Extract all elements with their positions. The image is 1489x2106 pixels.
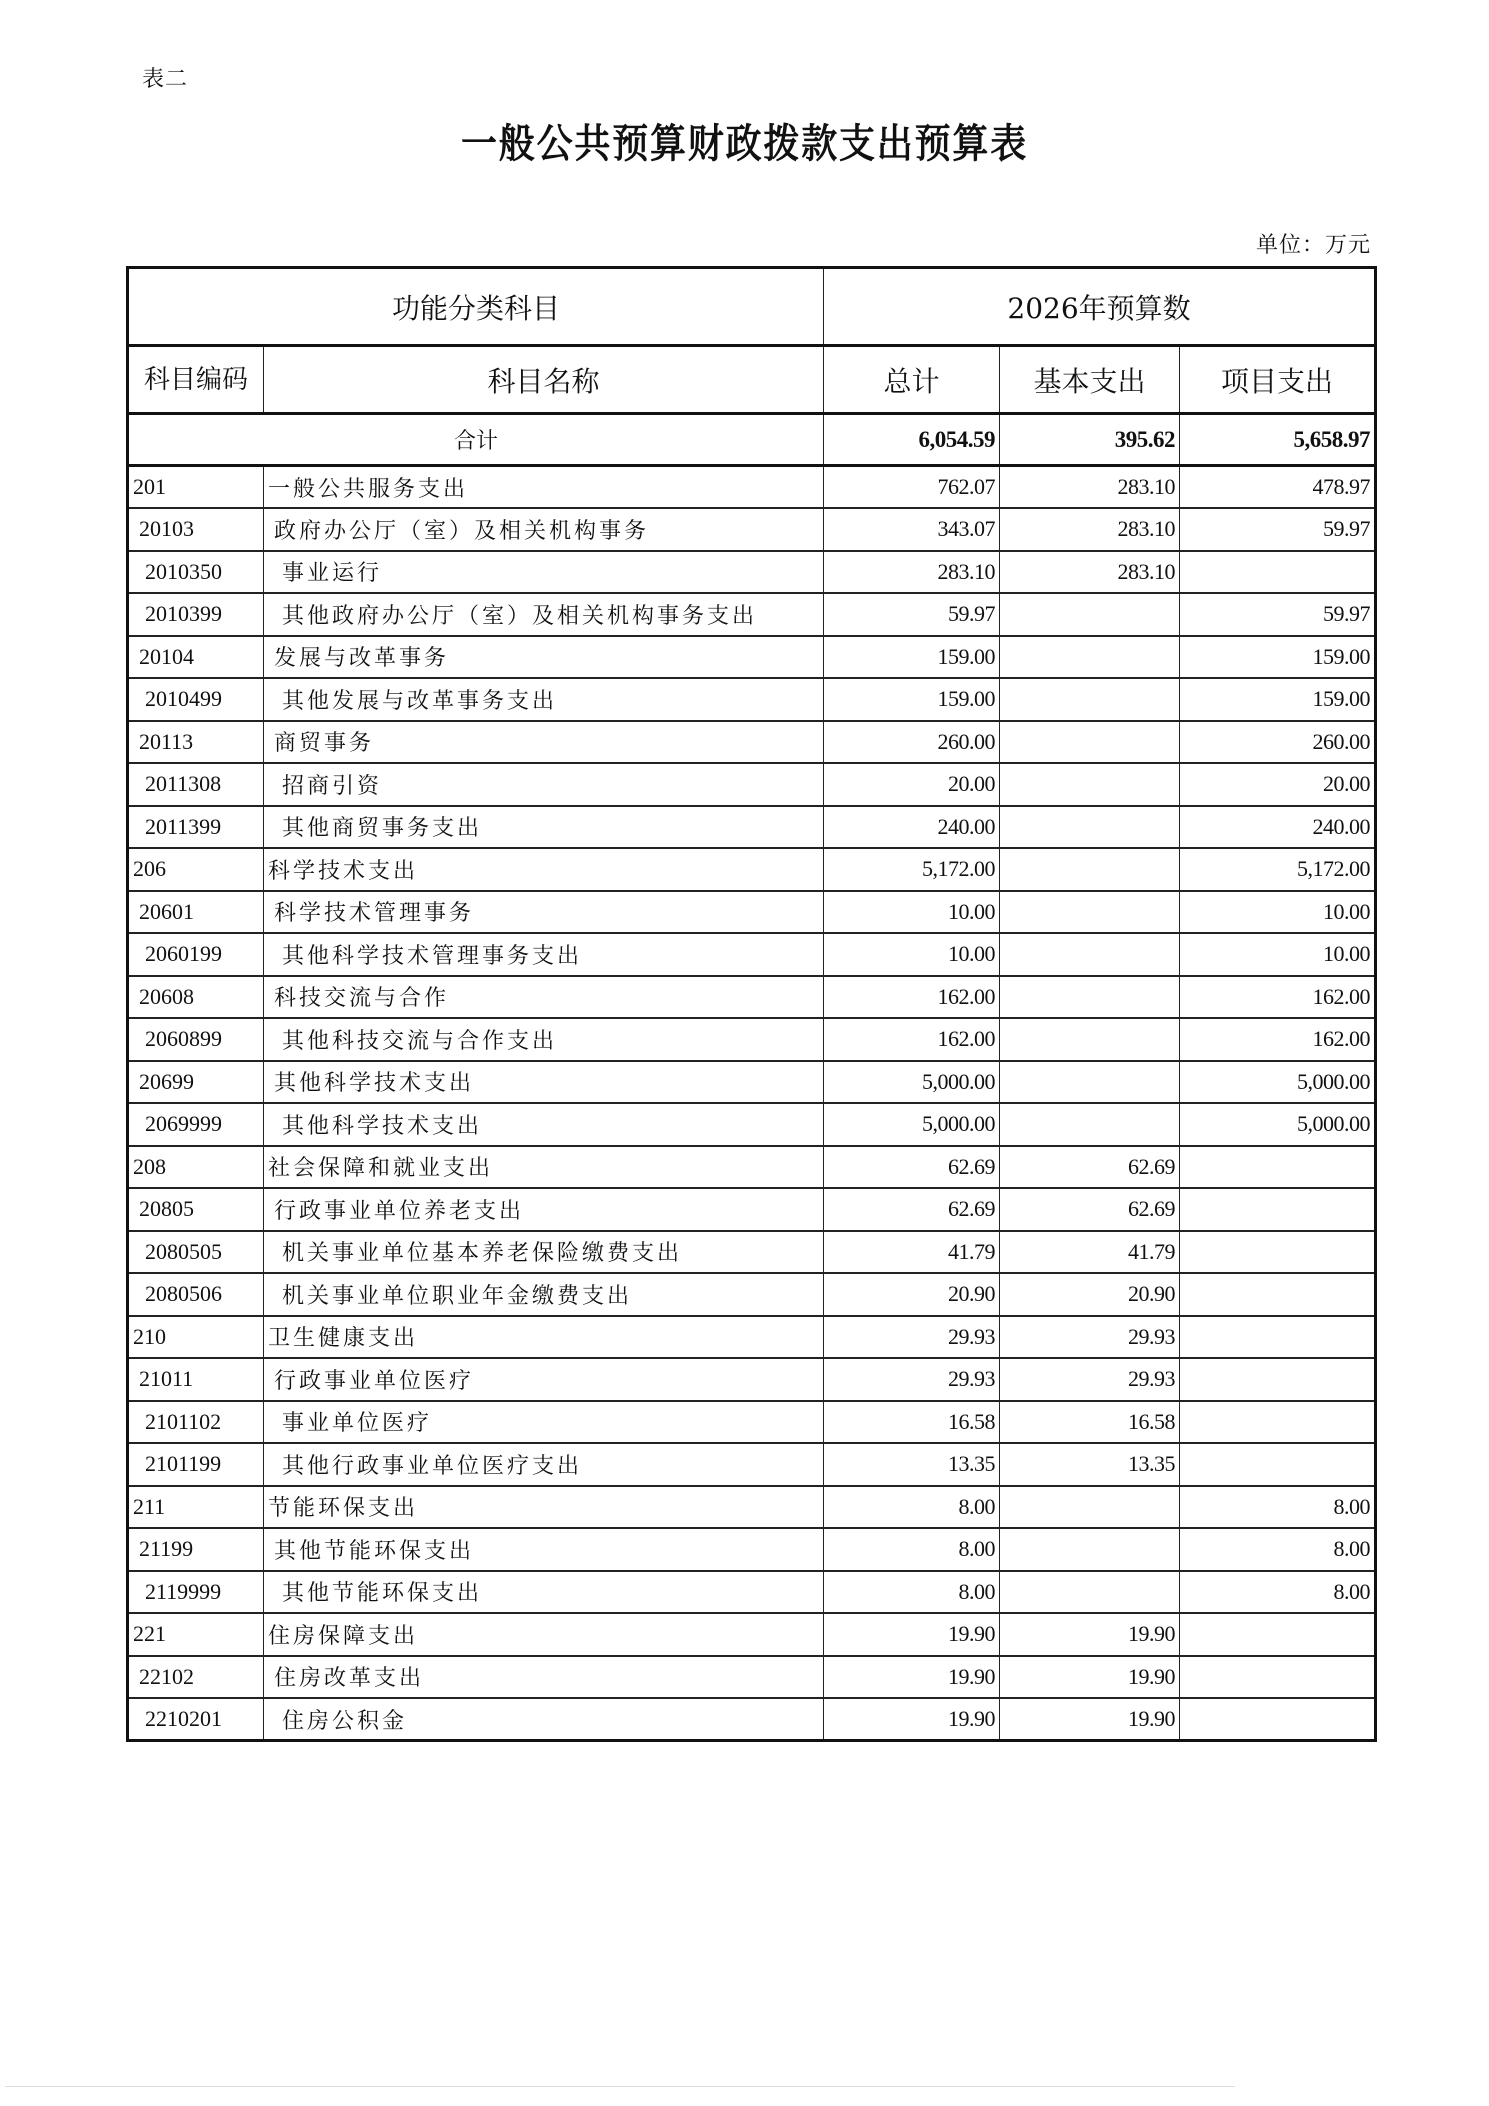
row-basic	[1000, 636, 1180, 679]
row-code: 2060899	[128, 1018, 264, 1061]
table-row	[128, 466, 1376, 509]
row-name: 住房保障支出	[264, 1613, 824, 1656]
row-code: 2010499	[128, 678, 264, 721]
row-project: 10.00	[1180, 933, 1376, 976]
row-project: 162.00	[1180, 976, 1376, 1019]
row-name: 其他节能环保支出	[264, 1571, 824, 1614]
row-total: 5,172.00	[824, 848, 1000, 891]
row-code: 2210201	[128, 1698, 264, 1741]
row-project: 8.00	[1180, 1486, 1376, 1529]
row-project	[1180, 1698, 1376, 1741]
header-basic: 基本支出	[1000, 346, 1180, 414]
row-basic: 29.93	[1000, 1358, 1180, 1401]
row-name: 事业单位医疗	[264, 1401, 824, 1444]
table-row	[128, 678, 1376, 721]
group-header-row	[128, 268, 1376, 346]
table-row	[128, 1188, 1376, 1231]
row-total: 19.90	[824, 1698, 1000, 1741]
row-project	[1180, 1401, 1376, 1444]
header-code: 科目编码	[128, 346, 264, 414]
row-name: 其他发展与改革事务支出	[264, 678, 824, 721]
row-basic: 29.93	[1000, 1316, 1180, 1359]
row-name: 机关事业单位职业年金缴费支出	[264, 1273, 824, 1316]
row-total: 16.58	[824, 1401, 1000, 1444]
row-basic: 13.35	[1000, 1443, 1180, 1486]
row-code: 2101199	[128, 1443, 264, 1486]
row-name: 一般公共服务支出	[264, 466, 824, 509]
table-row	[128, 1061, 1376, 1104]
row-total: 19.90	[824, 1656, 1000, 1699]
row-project: 162.00	[1180, 1018, 1376, 1061]
row-project: 159.00	[1180, 678, 1376, 721]
row-basic: 62.69	[1000, 1146, 1180, 1189]
row-code: 2010350	[128, 551, 264, 594]
table-row	[128, 933, 1376, 976]
row-basic	[1000, 1528, 1180, 1571]
row-name: 住房公积金	[264, 1698, 824, 1741]
table-row	[128, 1316, 1376, 1359]
row-basic	[1000, 1061, 1180, 1104]
row-total: 62.69	[824, 1188, 1000, 1231]
table-row	[128, 636, 1376, 679]
row-project	[1180, 1613, 1376, 1656]
row-code: 20113	[128, 721, 264, 764]
table-row	[128, 1231, 1376, 1274]
header-budget-year: 2026年预算数	[824, 268, 1376, 346]
row-project: 478.97	[1180, 466, 1376, 509]
row-project: 8.00	[1180, 1528, 1376, 1571]
row-name: 社会保障和就业支出	[264, 1146, 824, 1189]
table-row	[128, 976, 1376, 1019]
row-basic	[1000, 593, 1180, 636]
row-basic: 16.58	[1000, 1401, 1180, 1444]
row-code: 20805	[128, 1188, 264, 1231]
scan-edge-line	[5, 2086, 1235, 2087]
row-project	[1180, 1273, 1376, 1316]
row-basic	[1000, 721, 1180, 764]
row-code: 20104	[128, 636, 264, 679]
row-code: 206	[128, 848, 264, 891]
row-code: 208	[128, 1146, 264, 1189]
row-project	[1180, 1188, 1376, 1231]
row-name: 节能环保支出	[264, 1486, 824, 1529]
row-basic: 19.90	[1000, 1613, 1180, 1656]
table-row	[128, 1571, 1376, 1614]
header-name: 科目名称	[264, 346, 824, 414]
row-total: 159.00	[824, 678, 1000, 721]
row-basic: 19.90	[1000, 1656, 1180, 1699]
row-basic	[1000, 933, 1180, 976]
row-project	[1180, 1656, 1376, 1699]
row-project: 20.00	[1180, 763, 1376, 806]
row-project: 5,000.00	[1180, 1103, 1376, 1146]
table-row	[128, 1103, 1376, 1146]
row-basic: 19.90	[1000, 1698, 1180, 1741]
row-total: 41.79	[824, 1231, 1000, 1274]
header-project: 项目支出	[1180, 346, 1376, 414]
row-code: 2011399	[128, 806, 264, 849]
row-code: 20103	[128, 508, 264, 551]
row-code: 2080506	[128, 1273, 264, 1316]
row-name: 卫生健康支出	[264, 1316, 824, 1359]
row-project: 59.97	[1180, 593, 1376, 636]
row-basic: 62.69	[1000, 1188, 1180, 1231]
row-name: 事业运行	[264, 551, 824, 594]
row-code: 201	[128, 466, 264, 509]
row-project: 260.00	[1180, 721, 1376, 764]
row-total: 8.00	[824, 1571, 1000, 1614]
row-name: 其他科学技术支出	[264, 1103, 824, 1146]
table-row	[128, 721, 1376, 764]
row-basic	[1000, 848, 1180, 891]
row-project: 8.00	[1180, 1571, 1376, 1614]
table-number-label: 表二	[142, 67, 189, 92]
row-total: 5,000.00	[824, 1103, 1000, 1146]
row-basic	[1000, 806, 1180, 849]
row-name: 其他节能环保支出	[264, 1528, 824, 1571]
table-row	[128, 1401, 1376, 1444]
row-basic	[1000, 1486, 1180, 1529]
row-name: 科技交流与合作	[264, 976, 824, 1019]
row-total: 29.93	[824, 1358, 1000, 1401]
row-total: 762.07	[824, 466, 1000, 509]
row-code: 2119999	[128, 1571, 264, 1614]
row-name: 行政事业单位医疗	[264, 1358, 824, 1401]
budget-table	[126, 266, 1377, 1742]
row-project: 5,000.00	[1180, 1061, 1376, 1104]
header-function-category: 功能分类科目	[128, 268, 824, 346]
table-row	[128, 1358, 1376, 1401]
row-code: 2069999	[128, 1103, 264, 1146]
table-row	[128, 1273, 1376, 1316]
row-project	[1180, 1146, 1376, 1189]
row-basic	[1000, 1571, 1180, 1614]
row-basic	[1000, 891, 1180, 934]
row-total: 59.97	[824, 593, 1000, 636]
table-row	[128, 763, 1376, 806]
table-row	[128, 1486, 1376, 1529]
row-name: 招商引资	[264, 763, 824, 806]
row-basic	[1000, 1103, 1180, 1146]
row-name: 商贸事务	[264, 721, 824, 764]
row-code: 21011	[128, 1358, 264, 1401]
row-total: 260.00	[824, 721, 1000, 764]
table-row	[128, 806, 1376, 849]
row-project	[1180, 1443, 1376, 1486]
row-total: 159.00	[824, 636, 1000, 679]
row-name: 其他科技交流与合作支出	[264, 1018, 824, 1061]
column-header-row	[128, 346, 1376, 414]
row-project	[1180, 1231, 1376, 1274]
row-code: 20601	[128, 891, 264, 934]
row-total: 29.93	[824, 1316, 1000, 1359]
row-code: 2101102	[128, 1401, 264, 1444]
row-project: 59.97	[1180, 508, 1376, 551]
row-code: 221	[128, 1613, 264, 1656]
table-row	[128, 1613, 1376, 1656]
row-basic	[1000, 976, 1180, 1019]
row-total: 343.07	[824, 508, 1000, 551]
table-row	[128, 1018, 1376, 1061]
row-total: 62.69	[824, 1146, 1000, 1189]
row-code: 210	[128, 1316, 264, 1359]
total-basic: 395.62	[1000, 414, 1180, 466]
total-project: 5,658.97	[1180, 414, 1376, 466]
row-total: 8.00	[824, 1486, 1000, 1529]
row-total: 20.90	[824, 1273, 1000, 1316]
row-total: 283.10	[824, 551, 1000, 594]
total-total: 6,054.59	[824, 414, 1000, 466]
row-code: 211	[128, 1486, 264, 1529]
row-name: 机关事业单位基本养老保险缴费支出	[264, 1231, 824, 1274]
total-label: 合计	[128, 414, 824, 466]
row-code: 2080505	[128, 1231, 264, 1274]
row-code: 2060199	[128, 933, 264, 976]
row-project: 159.00	[1180, 636, 1376, 679]
row-total: 5,000.00	[824, 1061, 1000, 1104]
row-code: 22102	[128, 1656, 264, 1699]
row-basic: 41.79	[1000, 1231, 1180, 1274]
table-row	[128, 593, 1376, 636]
row-total: 240.00	[824, 806, 1000, 849]
table-row	[128, 508, 1376, 551]
table-row	[128, 1146, 1376, 1189]
row-name: 其他商贸事务支出	[264, 806, 824, 849]
row-name: 其他政府办公厅（室）及相关机构事务支出	[264, 593, 824, 636]
row-total: 162.00	[824, 1018, 1000, 1061]
row-project	[1180, 1358, 1376, 1401]
row-total: 10.00	[824, 891, 1000, 934]
row-code: 20608	[128, 976, 264, 1019]
row-name: 发展与改革事务	[264, 636, 824, 679]
row-code: 2011308	[128, 763, 264, 806]
row-basic	[1000, 1018, 1180, 1061]
row-total: 162.00	[824, 976, 1000, 1019]
row-name: 政府办公厅（室）及相关机构事务	[264, 508, 824, 551]
row-project: 240.00	[1180, 806, 1376, 849]
table-row	[128, 551, 1376, 594]
row-name: 行政事业单位养老支出	[264, 1188, 824, 1231]
row-project: 10.00	[1180, 891, 1376, 934]
table-row	[128, 1656, 1376, 1699]
row-total: 8.00	[824, 1528, 1000, 1571]
row-name: 住房改革支出	[264, 1656, 824, 1699]
row-project	[1180, 551, 1376, 594]
row-name: 其他行政事业单位医疗支出	[264, 1443, 824, 1486]
table-row	[128, 848, 1376, 891]
row-name: 科学技术支出	[264, 848, 824, 891]
row-project: 5,172.00	[1180, 848, 1376, 891]
row-basic: 283.10	[1000, 508, 1180, 551]
row-basic: 283.10	[1000, 551, 1180, 594]
row-name: 其他科学技术管理事务支出	[264, 933, 824, 976]
row-basic	[1000, 678, 1180, 721]
row-total: 10.00	[824, 933, 1000, 976]
table-row	[128, 891, 1376, 934]
unit-label: 单位：万元	[1255, 233, 1371, 258]
document-title: 一般公共预算财政拨款支出预算表	[461, 121, 1028, 167]
row-total: 20.00	[824, 763, 1000, 806]
row-name: 其他科学技术支出	[264, 1061, 824, 1104]
table-row	[128, 1698, 1376, 1741]
header-total: 总计	[824, 346, 1000, 414]
table-row	[128, 1443, 1376, 1486]
row-project	[1180, 1316, 1376, 1359]
row-total: 19.90	[824, 1613, 1000, 1656]
row-code: 20699	[128, 1061, 264, 1104]
row-name: 科学技术管理事务	[264, 891, 824, 934]
row-total: 13.35	[824, 1443, 1000, 1486]
total-row	[128, 414, 1376, 466]
row-basic: 20.90	[1000, 1273, 1180, 1316]
row-code: 2010399	[128, 593, 264, 636]
table-row	[128, 1528, 1376, 1571]
row-basic	[1000, 763, 1180, 806]
row-basic: 283.10	[1000, 466, 1180, 509]
row-code: 21199	[128, 1528, 264, 1571]
